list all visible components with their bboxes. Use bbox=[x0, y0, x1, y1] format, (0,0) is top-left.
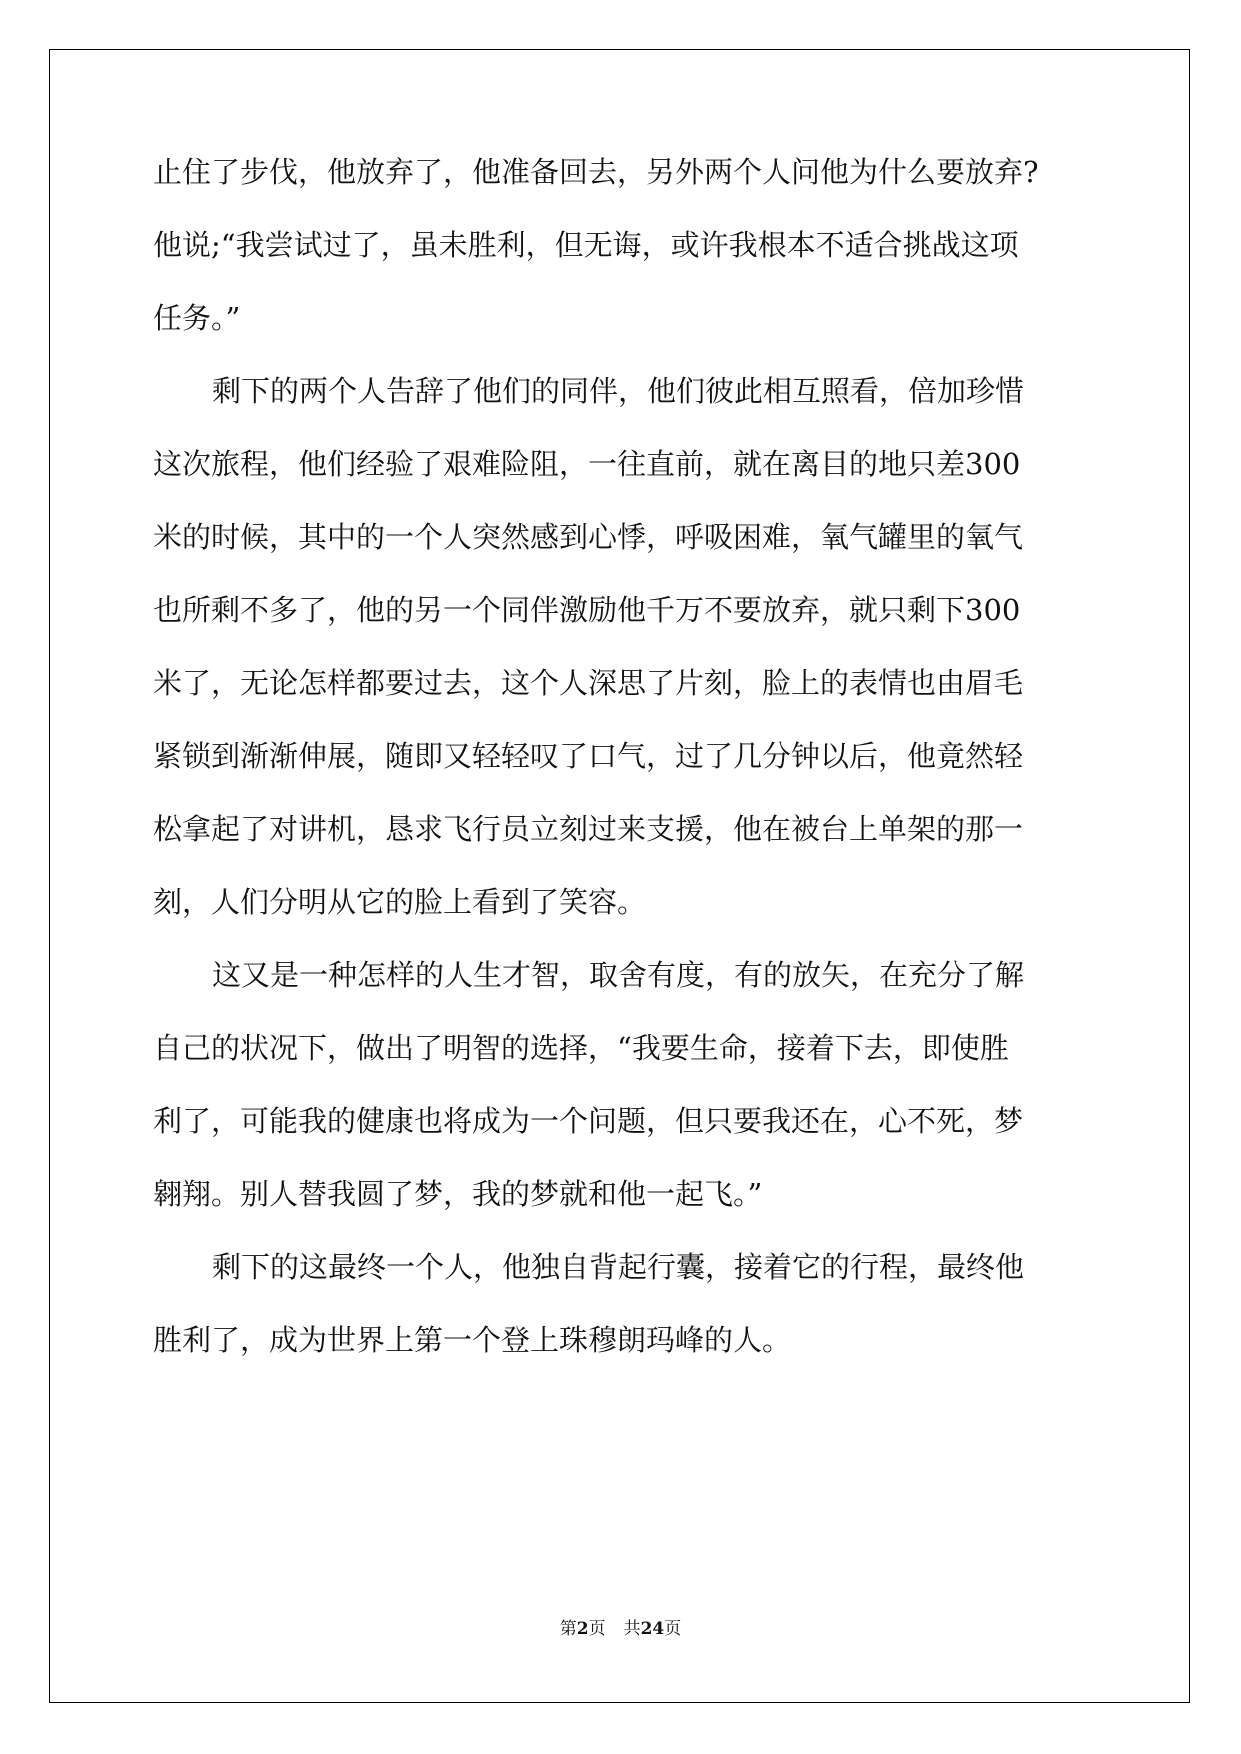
paragraph-first-line: 剩下的两个人告辞了他们的同伴，他们彼此相互照看，倍加珍惜 bbox=[212, 374, 1025, 408]
paragraph-first-line: 这又是一种怎样的人生才智，取舍有度，有的放矢，在充分了解 bbox=[212, 958, 1025, 992]
text-line: 也所剩不多了，他的另一个同伴激励他千万不要放弃，就只剩下300 bbox=[153, 593, 1021, 627]
text-line: 这次旅程，他们经验了艰难险阻，一往直前，就在离目的地只差300 bbox=[153, 447, 1021, 481]
total-suffix: 页 bbox=[664, 1619, 682, 1639]
page-suffix: 页 bbox=[588, 1619, 606, 1639]
text-line: 刻，人们分明从它的脸上看到了笑容。 bbox=[153, 885, 647, 919]
text-line: 任务。” bbox=[153, 301, 241, 335]
text-line: 松拿起了对讲机，恳求飞行员立刻过来支援，他在被台上单架的那一 bbox=[153, 812, 1024, 846]
text-line: 翱翔。别人替我圆了梦，我的梦就和他一起飞。” bbox=[153, 1177, 763, 1211]
total-pages: 24 bbox=[640, 1619, 665, 1639]
page-number: 2 bbox=[576, 1619, 589, 1639]
text-line: 自己的状况下，做出了明智的选择，“我要生命，接着下去，即使胜 bbox=[153, 1031, 1009, 1065]
text-line: 胜利了，成为世界上第一个登上珠穆朗玛峰的人。 bbox=[153, 1323, 792, 1357]
page-prefix: 第 bbox=[559, 1619, 577, 1639]
text-line: 他说;“我尝试过了，虽未胜利，但无诲，或许我根本不适合挑战这项 bbox=[153, 228, 1019, 262]
text-line: 米了，无论怎样都要过去，这个人深思了片刻，脸上的表情也由眉毛 bbox=[153, 666, 1024, 700]
total-prefix: 共 bbox=[623, 1619, 641, 1639]
text-line: 紧锁到渐渐伸展，随即又轻轻叹了口气，过了几分钟以后，他竟然轻 bbox=[153, 739, 1024, 773]
text-line: 米的时候，其中的一个人突然感到心悸，呼吸困难，氧气罐里的氧气 bbox=[153, 520, 1024, 554]
paragraph-first-line: 剩下的这最终一个人，他独自背起行囊，接着它的行程，最终他 bbox=[212, 1250, 1025, 1284]
text-line: 利了，可能我的健康也将成为一个问题，但只要我还在，心不死，梦 bbox=[153, 1104, 1024, 1138]
page-footer bbox=[0, 1617, 1241, 1641]
text-line: 止住了步伐，他放弃了，他准备回去，另外两个人问他为什么要放弃? bbox=[153, 155, 1039, 189]
